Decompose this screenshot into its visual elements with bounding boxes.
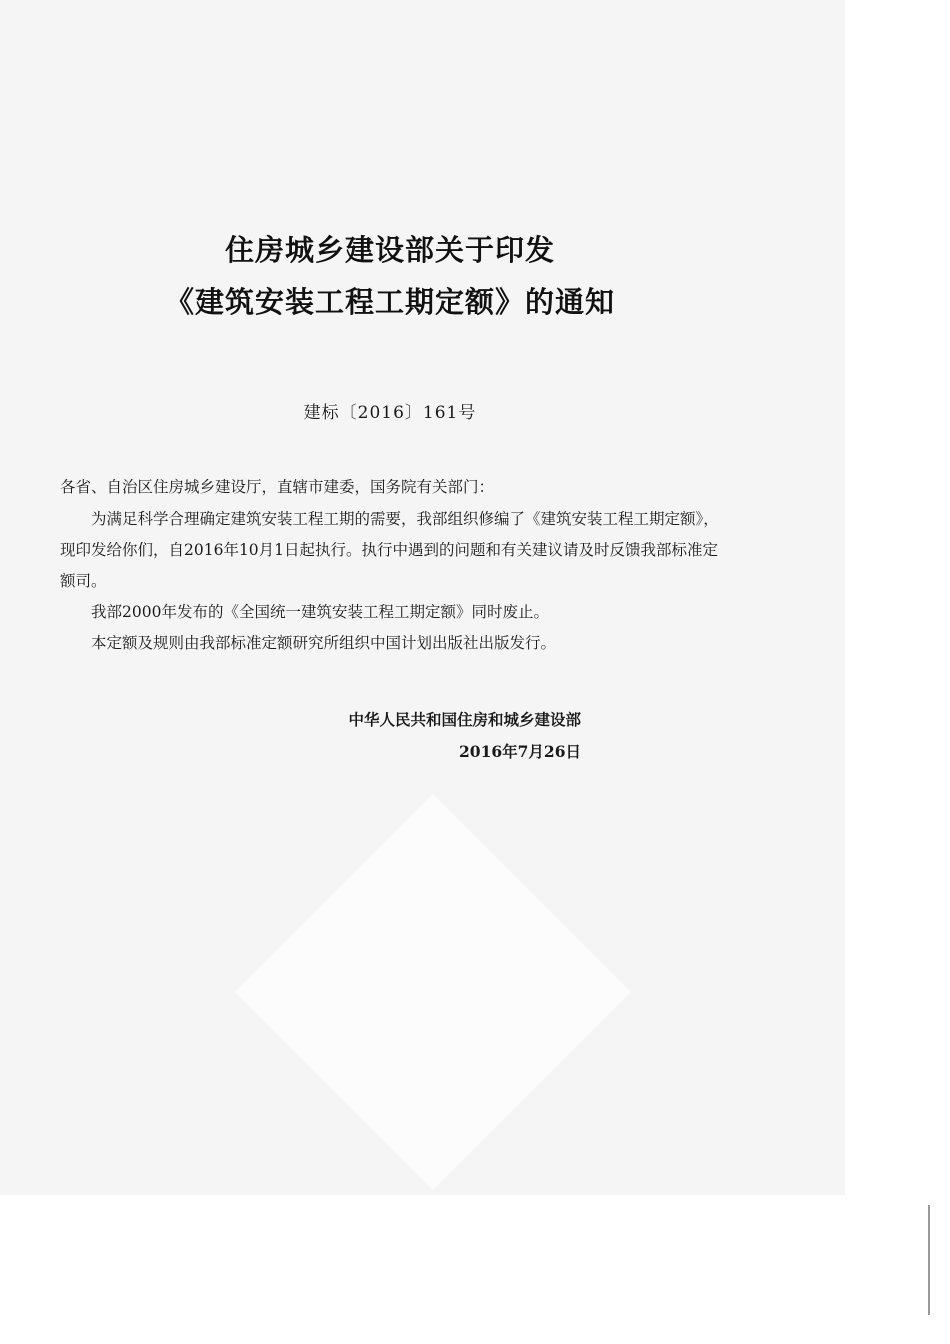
issue-date: 2016年7月26日 — [459, 742, 581, 761]
scan-edge-line — [928, 1205, 930, 1315]
title-line-1: 住房城乡建设部关于印发 — [224, 233, 555, 267]
document-number: 建标〔2016〕161号 — [303, 403, 477, 423]
paragraph-3: 本定额及规则由我部标准定额研究所组织中国计划出版社出版发行。 — [91, 634, 557, 652]
watermark-diamond — [235, 794, 631, 1190]
paragraph-2: 我部2000年发布的《全国统一建筑安装工程工期定额》同时废止。 — [91, 603, 549, 621]
title-line-2: 《建筑安装工程工期定额》的通知 — [164, 285, 615, 319]
paragraph-1: 为满足科学合理确定建筑安装工程工期的需要，我部组织修编了《建筑安装工程工期定额》，现印发给你们，自2016年10月1日起执行。执行中遇到的问题和有关建议请及时反馈我部标准定额司。 — [60, 510, 719, 590]
issuer-signature: 中华人民共和国住房和城乡建设部 — [348, 710, 581, 729]
addressee: 各省、自治区住房城乡建设厅，直辖市建委，国务院有关部门： — [60, 478, 495, 496]
